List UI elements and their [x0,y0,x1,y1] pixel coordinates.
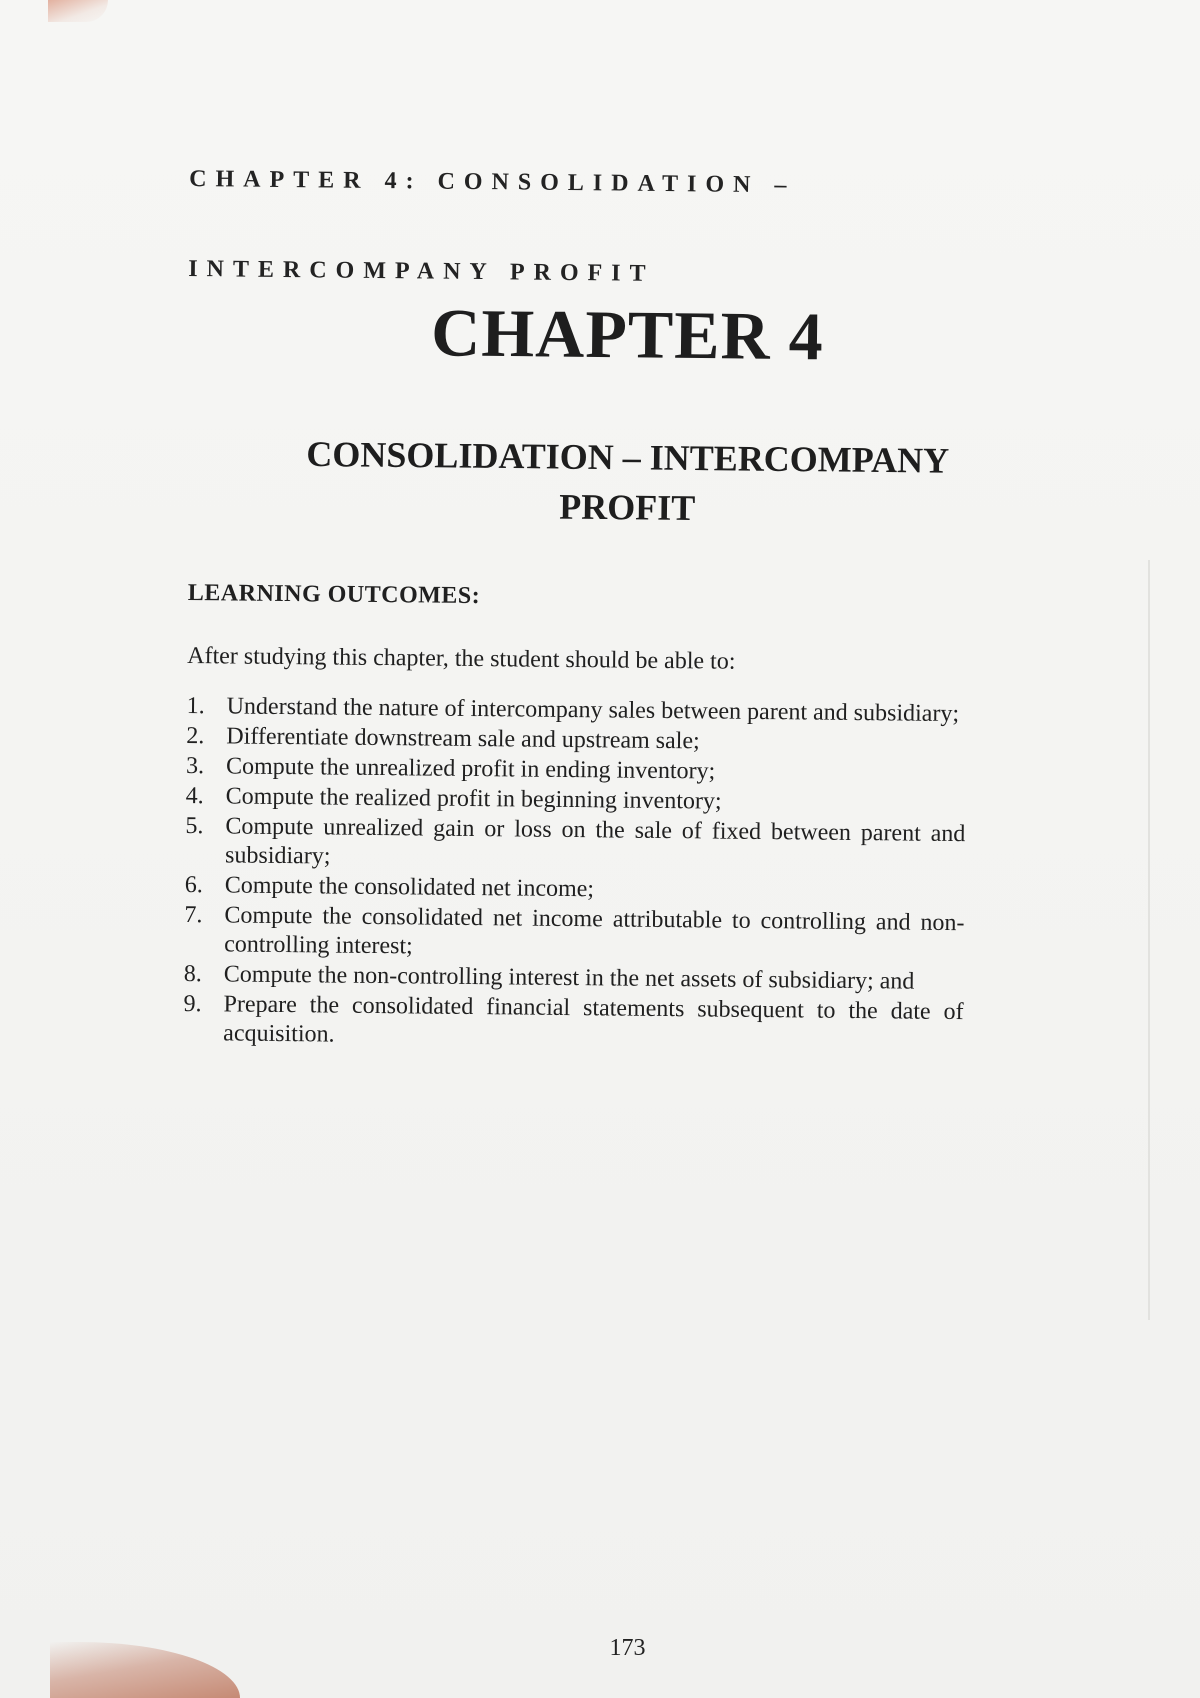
chapter-subtitle-line-1: CONSOLIDATION – INTERCOMPANY [306,433,950,481]
list-item-text: Compute the consolidated net income; [224,872,595,903]
list-item-text: Prepare the consolidated financial statements subsequent to the date of acquisition. [223,991,964,1048]
list-item-number: 5. [185,812,204,840]
list-item [185,812,966,878]
list-item-text: Understand the nature of intercompany sales between parent and subsidiary; [226,693,960,728]
list-item [183,990,964,1056]
page-number: 173 [609,1635,646,1661]
list-item-number: 9. [183,990,202,1018]
list-item-text: Compute the consolidated net income attributable to controlling and non-controlling interest; [224,902,965,960]
learning-outcomes-list [183,692,967,1056]
list-item-number: 1. [186,692,205,720]
list-item-text: Compute the unrealized profit in ending inventory; [225,753,716,785]
running-head-line-2: INTERCOMPANY PROFIT [188,255,655,287]
learning-outcomes-intro: After studying this chapter, the student should be able to: [187,642,736,675]
list-item-number: 4. [185,782,204,810]
list-item-number: 7. [184,901,203,929]
chapter-subtitle [0,426,1200,539]
running-head-line-1: CHAPTER 4: CONSOLIDATION – [189,165,796,199]
list-item [184,901,965,967]
list-item-number: 8. [183,960,203,988]
chapter-title: CHAPTER 4 [430,294,825,375]
list-item-number: 3. [185,752,205,780]
list-item-text: Differentiate downstream sale and upstream sale; [226,723,700,755]
list-item-text: Compute the realized profit in beginning inventory; [225,783,722,815]
list-item-number: 2. [186,722,205,750]
list-item-text: Compute unrealized gain or loss on the sale of fixed between parent and subsidiary; [224,813,966,870]
chapter-subtitle-line-2: PROFIT [559,486,696,528]
page-corner-shadow-top [48,0,108,22]
list-item-text: Compute the non-controlling interest in the net assets of subsidiary; and [223,961,915,995]
list-item-number: 6. [184,871,203,899]
page-edge-line [1148,560,1150,1320]
learning-outcomes-section [183,580,968,1057]
learning-outcomes-heading: LEARNING OUTCOMES: [187,580,481,610]
